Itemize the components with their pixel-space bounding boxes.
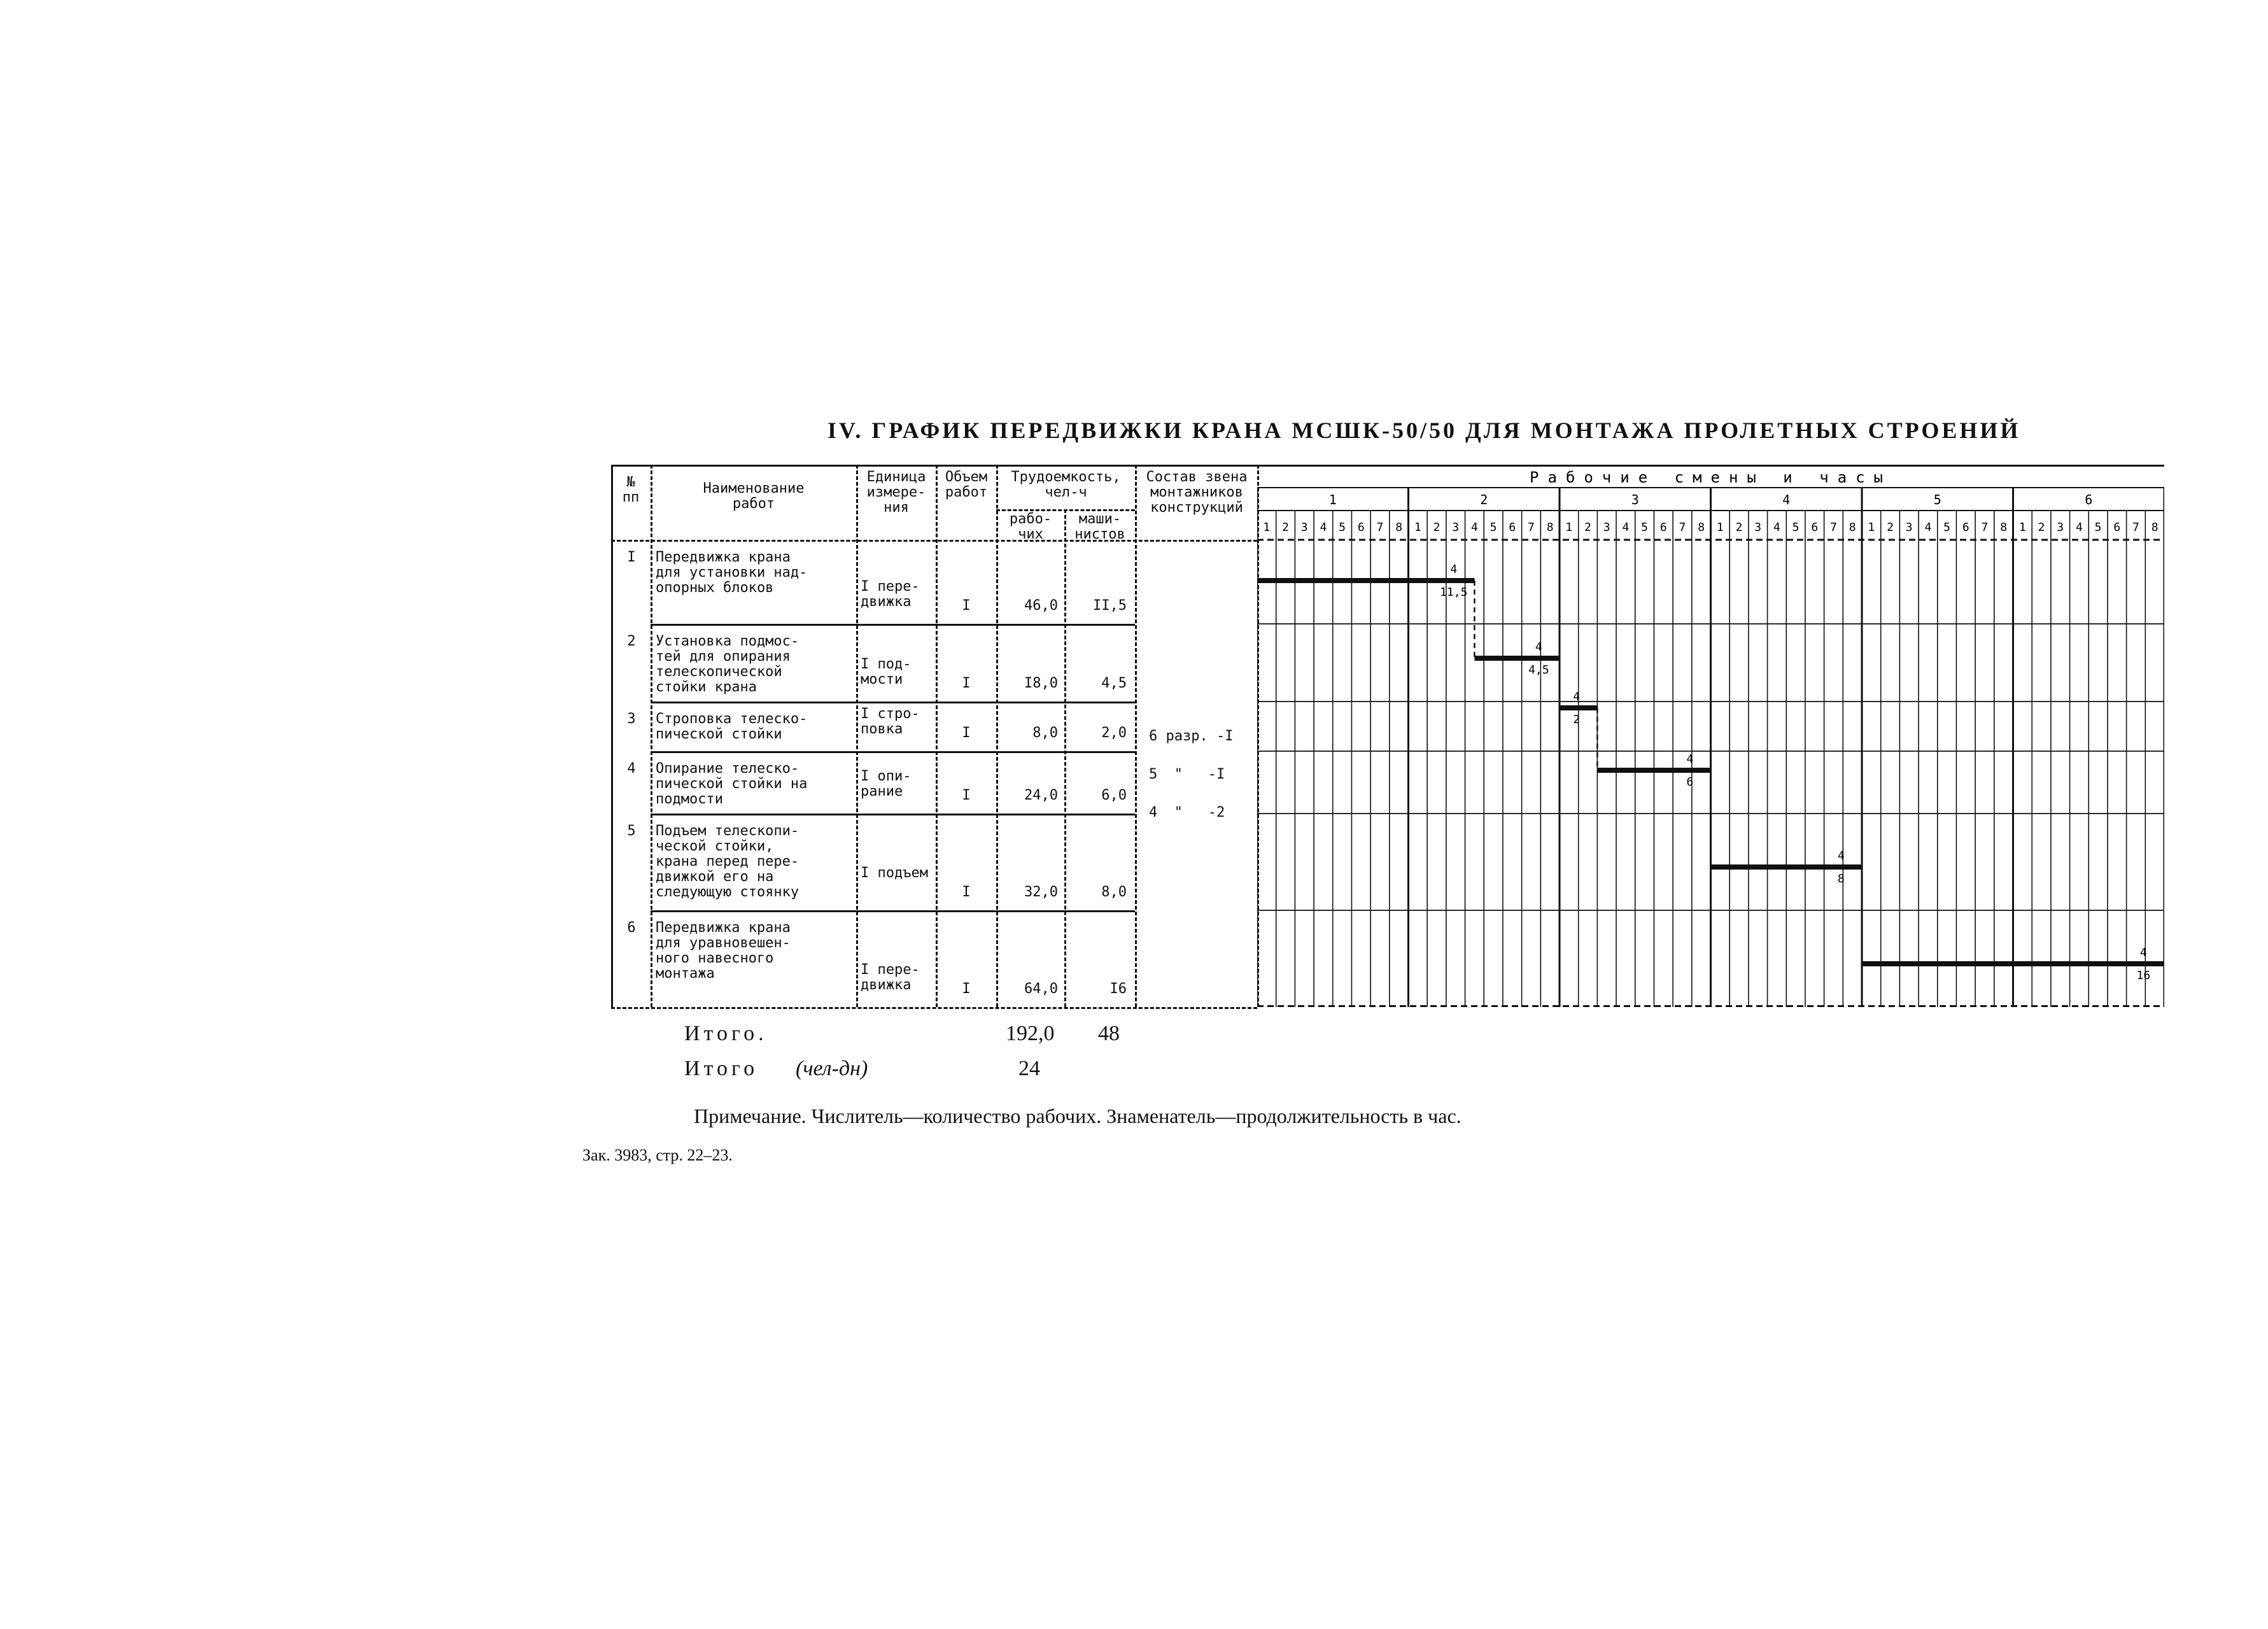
gantt-hour-label: 4: [1924, 521, 1932, 534]
row-volume: I: [962, 884, 971, 900]
row-workers: 8,0: [1032, 725, 1058, 741]
row-machinists: 8,0: [1101, 884, 1127, 900]
gantt-bar: [1560, 705, 1597, 710]
gantt-hour-label: 8: [1849, 521, 1856, 534]
header-volume: Объем работ: [945, 469, 988, 500]
gantt-bar-denominator: 11,5: [1440, 586, 1468, 599]
gantt-hour-label: 2: [2038, 521, 2045, 534]
gantt-hour-label: 1: [2018, 521, 2026, 534]
row-name: Подъем телескопи- ческой стойки, крана перед пере- движкой его на следующую стоянку: [656, 823, 799, 900]
gantt-hour-label: 2: [1282, 521, 1289, 534]
row-unit: I опи- рание: [861, 768, 912, 800]
row-workers: I8,0: [1024, 675, 1058, 691]
row-num: 4: [627, 761, 636, 777]
row-machinists: 6,0: [1101, 787, 1127, 803]
gantt-hour-label: 6: [1962, 521, 1969, 534]
header-labor: Трудоемкость, чел-ч: [1011, 469, 1121, 500]
totals-days: 24: [1018, 1057, 1040, 1080]
gantt-bar-denominator: 16: [2136, 969, 2151, 982]
row-unit: I стро- повка: [861, 706, 920, 737]
totals-label-2: Итого: [684, 1057, 759, 1080]
row-unit: I пере- движка: [861, 579, 920, 610]
gantt-bar-denominator: 6: [1686, 775, 1694, 789]
gantt-hour-label: 8: [1698, 521, 1705, 534]
gantt-bar: [1862, 961, 2164, 966]
gantt-hour-label: 5: [1943, 521, 1951, 534]
gantt-hour-label: 8: [2151, 521, 2159, 534]
gantt-hour-label: 1: [1868, 521, 1875, 534]
gantt-hour-label: 3: [1452, 521, 1460, 534]
gantt-bar-numerator: 4: [1686, 752, 1694, 766]
row-volume: I: [962, 725, 971, 741]
gantt-shift-label: 6: [2085, 492, 2093, 507]
row-num: 3: [627, 711, 636, 727]
row-volume: I: [962, 787, 971, 803]
header-crew: Состав звена монтажников конструкций: [1146, 469, 1248, 516]
gantt-bar-denominator: 8: [1837, 872, 1845, 885]
row-unit: I пере- движка: [861, 962, 920, 993]
gantt-hour-label: 1: [1263, 521, 1271, 534]
crew-line-2: 5 " -I: [1149, 766, 1225, 782]
gantt-hour-label: 4: [1773, 521, 1780, 534]
row-workers: 32,0: [1024, 884, 1058, 900]
row-workers: 24,0: [1024, 787, 1058, 803]
gantt-bar: [1597, 768, 1710, 773]
gantt-shift-label: 5: [1933, 492, 1941, 507]
gantt-hour-label: 8: [2000, 521, 2008, 534]
row-machinists: 4,5: [1101, 675, 1127, 691]
header-unit: Единица измере- ния: [866, 469, 926, 516]
header-num: № пп: [622, 474, 640, 505]
gantt-hour-label: 4: [1320, 521, 1327, 534]
gantt-bar: [1711, 864, 1863, 870]
gantt-hour-label: 6: [1659, 521, 1667, 534]
gantt-hour-label: 3: [1905, 521, 1913, 534]
row-machinists: I6: [1109, 981, 1127, 997]
row-workers: 46,0: [1024, 598, 1058, 614]
gantt-hour-label: 6: [1811, 521, 1819, 534]
row-machinists: II,5: [1093, 598, 1127, 614]
gantt-hour-label: 7: [2132, 521, 2139, 534]
gantt-hour-label: 4: [2075, 521, 2083, 534]
gantt-hour-label: 4: [1622, 521, 1630, 534]
gantt-bar-numerator: 4: [1450, 563, 1458, 576]
gantt-hour-label: 7: [1376, 521, 1384, 534]
gantt-hour-label: 8: [1546, 521, 1554, 534]
crew-line-1: 6 разр. -I: [1149, 728, 1234, 744]
gantt-hour-label: 5: [1339, 521, 1346, 534]
gantt-shift-label: 2: [1480, 492, 1488, 507]
row-unit: I подъем: [861, 865, 928, 881]
header-name: Наименование работ: [703, 481, 805, 512]
gantt-shift-label: 4: [1782, 492, 1791, 507]
gantt-hour-label: 3: [1300, 521, 1308, 534]
gantt-bar: [1474, 656, 1560, 661]
gantt-hour-label: 4: [1470, 521, 1478, 534]
gantt-hour-label: 2: [1735, 521, 1743, 534]
gantt-bar-numerator: 4: [1535, 640, 1542, 654]
gantt-bar: [1257, 578, 1474, 583]
gantt-hour-label: 3: [1754, 521, 1762, 534]
gantt-hour-label: 8: [1395, 521, 1403, 534]
footer-reference: Зак. 3983, стр. 22–23.: [582, 1146, 733, 1164]
row-volume: I: [962, 981, 971, 997]
row-volume: I: [962, 598, 971, 614]
gantt-hour-label: 1: [1414, 521, 1421, 534]
row-num: I: [627, 549, 636, 565]
gantt-hour-label: 2: [1887, 521, 1894, 534]
row-volume: I: [962, 675, 971, 691]
row-num: 6: [627, 920, 636, 936]
gantt-bar-numerator: 4: [1837, 849, 1845, 863]
gantt-hour-label: 5: [1641, 521, 1649, 534]
gantt-chart: [1257, 465, 2164, 1007]
row-unit: I под- мости: [861, 656, 912, 688]
row-name: Опирание телеско- пической стойки на подмости: [656, 761, 808, 807]
totals-label-1: Итого.: [684, 1022, 768, 1045]
works-table: [611, 465, 1257, 1007]
page-title: IV. ГРАФИК ПЕРЕДВИЖКИ КРАНА МСШК-50/50 ДЛЯ МОНТАЖА ПРОЛЕТНЫХ СТРОЕНИЙ: [828, 418, 2021, 443]
gantt-hour-label: 5: [1490, 521, 1497, 534]
gantt-shift-label: 3: [1631, 492, 1639, 507]
row-name: Установка подмос- тей для опирания телескопической стойки крана: [656, 633, 799, 695]
gantt-hour-label: 3: [2057, 521, 2064, 534]
gantt-hour-label: 7: [1830, 521, 1837, 534]
totals-unit-2: (чел-дн): [796, 1057, 868, 1080]
gantt-hour-label: 5: [2094, 521, 2102, 534]
row-num: 5: [627, 823, 636, 839]
gantt-hour-label: 7: [1528, 521, 1535, 534]
gantt-hour-label: 6: [2113, 521, 2121, 534]
row-name: Строповка телеско- пической стойки: [656, 711, 808, 742]
gantt-hour-label: 3: [1603, 521, 1610, 534]
header-labor-workers: рабо- чих: [1009, 511, 1052, 542]
crew-line-3: 4 " -2: [1149, 805, 1225, 821]
row-num: 2: [627, 633, 636, 649]
row-name: Передвижка крана для уравновешен- ного навесного монтажа: [656, 920, 791, 982]
gantt-shift-label: 1: [1328, 492, 1337, 507]
header-labor-machinists: маши- нистов: [1074, 511, 1125, 542]
gantt-hour-label: 5: [1792, 521, 1800, 534]
gantt-shifts-title: Рабочие смены и часы: [1530, 469, 1892, 486]
note: Примечание. Числитель—количество рабочих. Знаменатель—продолжительность в час.: [694, 1104, 1462, 1127]
gantt-hour-label: 2: [1433, 521, 1440, 534]
gantt-hour-label: 7: [1981, 521, 1989, 534]
row-name: Передвижка крана для установки над- опорных блоков: [656, 549, 808, 596]
row-workers: 64,0: [1024, 981, 1058, 997]
gantt-hour-label: 6: [1357, 521, 1365, 534]
totals-workers: 192,0: [1006, 1022, 1055, 1045]
gantt-bar-numerator: 4: [2139, 946, 2147, 959]
gantt-bar-denominator: 4,5: [1528, 663, 1549, 677]
gantt-hour-label: 6: [1509, 521, 1516, 534]
gantt-bar-denominator: 2: [1573, 713, 1581, 726]
gantt-hour-label: 2: [1584, 521, 1591, 534]
gantt-hour-label: 1: [1716, 521, 1724, 534]
gantt-bar-numerator: 4: [1573, 690, 1581, 703]
gantt-hour-label: 1: [1565, 521, 1573, 534]
gantt-hour-label: 7: [1679, 521, 1686, 534]
row-machinists: 2,0: [1101, 725, 1127, 741]
totals-machinists: 48: [1098, 1022, 1120, 1045]
